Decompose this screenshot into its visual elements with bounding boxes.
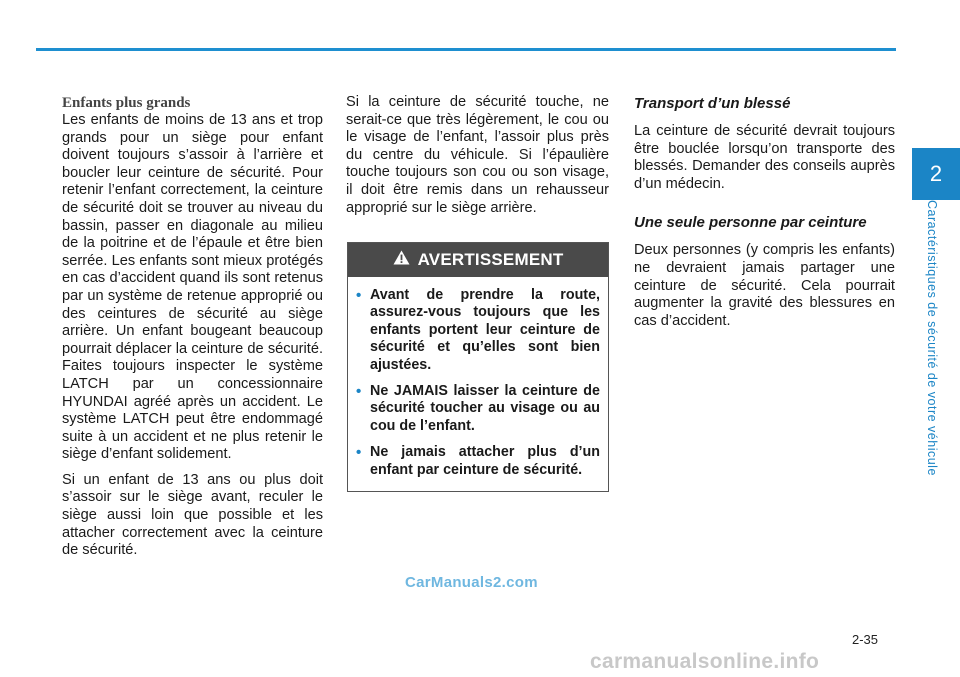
bullet-icon: • <box>356 444 362 462</box>
page-number: 2-35 <box>852 632 879 647</box>
paragraph: La ceinture de sécurité devrait toujours être bouclée lorsqu’on transporte des blessés. Demander des conseils auprès d’un médecin. <box>634 123 895 192</box>
section-heading-one-per-belt: Une seule personne par ceinture <box>634 214 867 232</box>
bullet-icon: • <box>356 287 362 304</box>
watermark-carmanualsonline: carmanualsonline.info <box>590 650 820 673</box>
warning-triangle-icon <box>393 250 410 270</box>
paragraph: Si un enfant de 13 ans ou plus doit s’assoir sur le siège avant, reculer le siège aussi loin que possible et les attacher correctement avec la ceinture de sécurité. <box>62 471 323 559</box>
warning-item: • Ne jamais attacher plus d’un enfant par ceinture de sécurité. <box>356 444 600 478</box>
section-heading-older-children: Enfants plus grands <box>62 95 191 111</box>
warning-item: • Ne JAMAIS laisser la ceinture de sécurité toucher au visage ou au cou de l’enfant. <box>356 383 600 434</box>
bullet-icon: • <box>356 383 362 401</box>
warning-header <box>348 243 608 277</box>
header-rule <box>36 48 896 51</box>
chapter-number-tab: 2 <box>912 148 960 200</box>
chapter-title: Caractéristiques de sécurité de votre véhicule <box>925 200 939 476</box>
paragraph: Deux personnes (y compris les enfants) ne devraient jamais partager une ceinture de sécurité. Cela pourrait augmenter la gravité des blessures en cas d’accident. <box>634 242 895 329</box>
column-3 <box>634 94 895 338</box>
column-2 <box>346 94 609 225</box>
section-heading-transport: Transport d’un blessé <box>634 95 791 112</box>
warning-list <box>348 277 608 479</box>
warning-box <box>347 242 609 492</box>
column-1 <box>62 94 323 568</box>
warning-title: AVERTISSEMENT <box>417 250 564 269</box>
warning-item: • Avant de prendre la route, assurez-vous toujours que les enfants portent leur ceinture de sécurité et qu’elles sont bien ajustées. <box>356 287 600 373</box>
paragraph: Les enfants de moins de 13 ans et trop grands pour un siège pour enfant doivent toujours s’assoir à l’arrière et boucler leur ceinture de sécurité. Pour retenir l’enfant correctement, la ceinture de sécurité doit se trouver au niveau du bassin, passer en diagonale au milieu de la poitrine et de l’épaule et être bien serrée. Les enfants sont mieux protégés en cas d’accident quand ils sont retenus par un système de retenue approprié ou des ceintures de sécurité au siège arrière. Un enfant bougeant beaucoup pourrait déplacer la ceinture de sécurité. Faites toujours inspecter le système LATCH par un concessionnaire HYUNDAI agréé après un accident. Le système LATCH peut être endommagé suite à un accident et ne plus retenir le siège d’enfant solidement. <box>62 112 323 463</box>
paragraph: Si la ceinture de sécurité touche, ne serait-ce que très légèrement, le cou ou le visage de l’enfant, l’assoir plus près du centre du véhicule. Si l’épaulière touche toujours son cou ou son visage, il doit être remis dans un rehausseur approprié sur le siège arrière. <box>346 94 609 216</box>
watermark-carmanuals2: CarManuals2.com <box>405 574 538 591</box>
